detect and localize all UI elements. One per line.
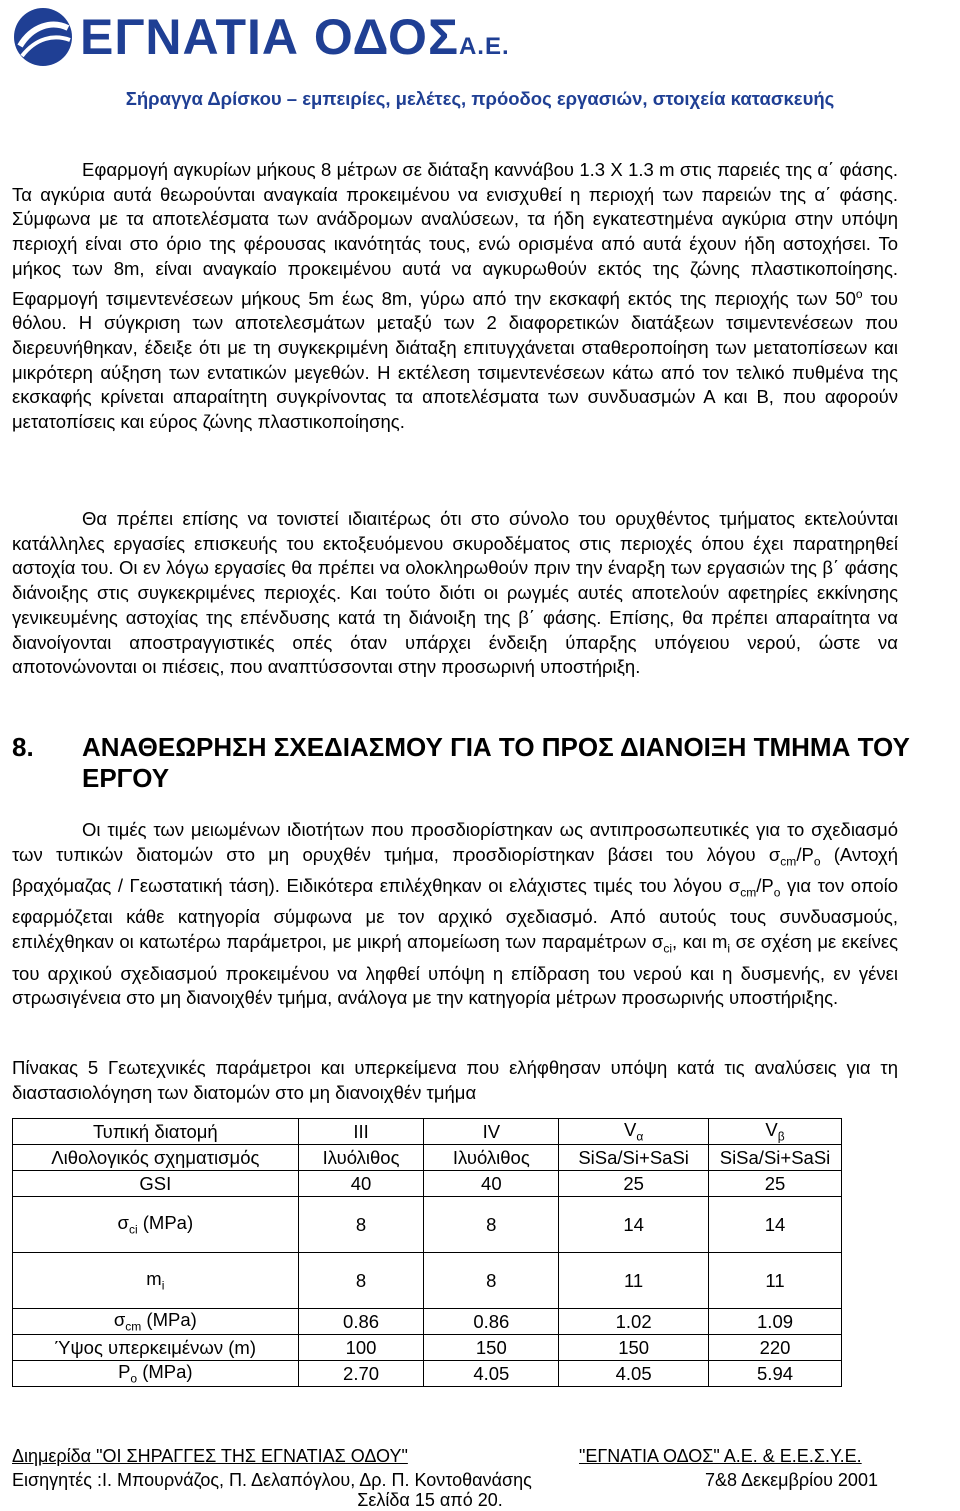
table-cell: Λιθολογικός σχηματισμός (13, 1145, 299, 1171)
table-cell: 14 (709, 1197, 842, 1253)
header-logo (12, 4, 510, 70)
paragraph-anchors: Εφαρμογή αγκυρίων μήκους 8 μέτρων σε διάταξη καννάβου 1.3 Χ 1.3 m στις παρειές της α΄ φάσης. Τα αγκύρια αυτά θεωρούνται αναγκαία προκειμένου να ενισχυθεί η περιοχή των παρειών της α΄ φάσης. Σύμφωνα με τα αποτελέσματα των ανάδρομων αναλύσεων, τα ήδη εγκατεστημένα αγκύρια στην υπόψη περιοχή είναι στο όριο της φέρουσας ικανότητάς τους, ενώ ορισμένα από αυτά έχουν ήδη αστοχήσει. Το μήκος των 8m, είναι αναγκαίο προκειμένου αυτά να αγκυρωθούν εκτός της ζώνης πλαστικοποίησης. Εφαρμογή τσιμεντενέσεων μήκους 5m έως 8m, γύρω από την εκσκαφή εκτός της περιοχής των $50^o$ του θόλου. Η σύγκριση των αποτελεσμάτων μεταξύ των 2 διαφορετικών διατάξεων τσιμεντενέσεων που διερευνήθηκαν, έδειξε ότι με τη συγκεκριμένη διάταξη επιτυγχάνεται σταθεροποίηση των μετατοπίσεων και μικρότερη αύξηση των εντατικών μεγεθών. Η εκτέλεση τσιμεντενέσεων κάτω από τον τελικό πυθμένα της εκσκαφής κρίνεται απαραίτητη συγκρίνοντας τα αποτελέσματα των συνδυασμών Α και Β, που αφορούν μετατοπίσεις και εύρος ζώνης πλαστικοποίησης. (12, 159, 898, 433)
table-cell: 40 (424, 1171, 559, 1197)
table-cell: Ιλυόλιθος (298, 1145, 424, 1171)
table-row (13, 1253, 842, 1309)
table-cell: 2.70 (298, 1361, 424, 1387)
table-cell: $V_\alpha$ (559, 1119, 709, 1145)
table-row (13, 1335, 842, 1361)
table-cell: 150 (424, 1335, 559, 1361)
table-cell: III (298, 1119, 424, 1145)
table-row (13, 1309, 842, 1335)
table-cell: 8 (424, 1253, 559, 1309)
table-cell: Ύψος υπερκειμένων (m) (13, 1335, 299, 1361)
paragraph-repairs: Θα πρέπει επίσης να τονιστεί ιδιαιτέρως ότι στο σύνολο του ορυχθέντος τμήματος εκτελούνται κατάλληλες εργασίες επισκευής του εκτοξευόμενου σκυροδέματος στις περιοχές όπου έχει παρατηρηθεί αστοχία του. Οι εν λόγω εργασίες θα πρέπει να ολοκληρωθούν πριν την έναρξη των εργασιών της β΄ φάσης διάνοιξης στις συγκεκριμένες περιοχές. Και τούτο διότι οι ρωγμές αυτές αποτελούν αφετηρίες εκκίνησης γενικευμένης αστοχίας της επένδυσης κατά τη διάνοιξη της β΄ φάσης. Επίσης, θα πρέπει απαραίτητα να διανοίγονται αποστραγγιστικές οπές όταν υπάρχει ένδειξη ύπαρξης υπόγειου νερού, ώστε να αποτονώνονται οι πιέσεις, που αναπτύσσονται στην προσωρινή υποστήριξη. (12, 508, 898, 678)
table-row (13, 1171, 842, 1197)
section-heading: 8. ΑΝΑΘΕΩΡΗΣΗ ΣΧΕΔΙΑΣΜΟΥ ΓΙΑ ΤΟ ΠΡΟΣ ΔΙΑΝΟΙΞΗ ΤΜΗΜΑ ΤΟΥ ΕΡΓΟΥ (12, 732, 910, 793)
page-number: Σελίδα 15 από 20. (357, 1490, 503, 1510)
table-cell: SiSa/Si+SaSi (709, 1145, 842, 1171)
table-row (13, 1145, 842, 1171)
table-cell: 25 (709, 1171, 842, 1197)
table-cell: $m_i$ (13, 1253, 299, 1309)
table-cell: 0.86 (298, 1309, 424, 1335)
table-cell: IV (424, 1119, 559, 1145)
egnatia-logo-icon (12, 6, 74, 68)
table-cell: 8 (298, 1253, 424, 1309)
table-cell: Ιλυόλιθος (424, 1145, 559, 1171)
geotechnical-parameters-table (12, 1118, 842, 1387)
table-cell: SiSa/Si+SaSi (559, 1145, 709, 1171)
table-cell: 1.02 (559, 1309, 709, 1335)
table-cell: 150 (559, 1335, 709, 1361)
table-cell: 14 (559, 1197, 709, 1253)
table-row (13, 1197, 842, 1253)
table-cell: 0.86 (424, 1309, 559, 1335)
footer-date: 7&8 Δεκεμβρίου 2001 (705, 1470, 878, 1490)
table-cell: $V_\beta$ (709, 1119, 842, 1145)
table-cell: 25 (559, 1171, 709, 1197)
table-cell: $\sigma_{cm}$ (MPa) (13, 1309, 299, 1335)
table-cell: 4.05 (424, 1361, 559, 1387)
table-cell: 1.09 (709, 1309, 842, 1335)
table-cell: Τυπική διατομή (13, 1119, 299, 1145)
footer-authors: Εισηγητές :Ι. Μπουρνάζος, Π. Δελαπόγλου, Δρ. Π. Κοντοθανάσης (12, 1470, 532, 1490)
paragraph-design-revision: Οι τιμές των μειωμένων ιδιοτήτων που προσδιορίστηκαν ως αντιπροσωπευτικές για το σχεδιασμό των τυπικών διατομών στο μη ορυχθέν τμήμα, προσδιορίστηκαν βάσει του λόγου $\sigma_{cm}/P_o$ (Αντοχή βραχόμαζας / Γεωστατική τάση). Ειδικότερα επιλέχθηκαν οι ελάχιστες τιμές του λόγου $\sigma_{cm}/P_o$ για τον οποίο εφαρμόζεται κάθε κατηγορία σύμφωνα με τον αρχικό σχεδιασμό. Από αυτούς τους συνδυασμούς, επιλέχθηκαν οι κατωτέρω παράμετροι, με μικρή απομείωση των παραμέτρων $\sigma_{ci}$, και $m_i$ σε σχέση με εκείνες του αρχικού σχεδιασμού προκειμένου να ληφθεί υπόψη η επίδραση του νερού και η δυσμενής, εν γένει στρωσιγένεια στο μη διανοιχθέν τμήμα, ανάλογα με την κατηγορία μέτρων προσωρινής υποστήριξης. (12, 819, 899, 1009)
document-subtitle: Σήραγγα Δρίσκου – εμπειρίες, μελέτες, πρόοδος εργασιών, στοιχεία κατασκευής (125, 88, 835, 109)
table-caption: Πίνακας 5 Γεωτεχνικές παράμετροι και υπερκείμενα που ελήφθησαν υπόψη κατά τις αναλύσεις για τη διαστασιολόγηση των διατομών στο μη διανοιχθέν τμήμα (12, 1057, 898, 1103)
footer-event: Διημερίδα "ΟΙ ΣΗΡΑΓΓΕΣ ΤΗΣ ΕΓΝΑΤΙΑΣ ΟΔΟΥ" (12, 1446, 408, 1466)
table-cell: 11 (709, 1253, 842, 1309)
table-cell: GSI (13, 1171, 299, 1197)
table-cell: 100 (298, 1335, 424, 1361)
table-cell: $P_o$ (MPa) (13, 1361, 299, 1387)
table-cell: 8 (424, 1197, 559, 1253)
footer-organizer: "ΕΓΝΑΤΙΑ ΟΔΟΣ" Α.Ε. & Ε.Ε.Σ.Υ.Ε. (579, 1446, 862, 1466)
table-cell: $\sigma_{ci}$ (MPa) (13, 1197, 299, 1253)
table-cell: 5.94 (709, 1361, 842, 1387)
table-row (13, 1119, 842, 1145)
table-cell: 220 (709, 1335, 842, 1361)
table-cell: 8 (298, 1197, 424, 1253)
table-row (13, 1361, 842, 1387)
logo-wordmark: ΕΓΝΑΤΙΑ ΟΔΟΣΑ.Ε. (80, 9, 510, 65)
table-cell: 11 (559, 1253, 709, 1309)
table-cell: 40 (298, 1171, 424, 1197)
table-cell: 4.05 (559, 1361, 709, 1387)
